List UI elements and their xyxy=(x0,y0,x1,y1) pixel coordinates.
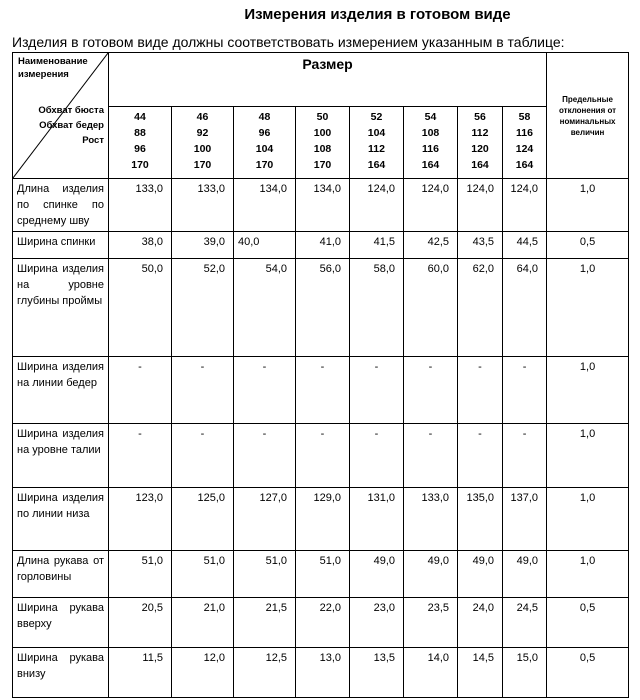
header-corner-cell xyxy=(13,53,109,179)
measurement-name: Ширина изделия по линии низа xyxy=(13,488,109,551)
measurement-name: Ширина рукава вверху xyxy=(13,598,109,648)
size-height: 164 xyxy=(515,159,534,171)
size-column-header xyxy=(404,107,458,179)
measurement-value: 23,5 xyxy=(404,598,458,648)
measurement-name-label: Наименование измерения xyxy=(18,56,88,80)
table-row xyxy=(13,179,629,232)
size-column-header xyxy=(503,107,547,179)
tolerance-value: 1,0 xyxy=(547,357,629,424)
size-parameters-label: Обхват бюста Обхват бедер Рост xyxy=(38,105,104,146)
tolerance-value: 1,0 xyxy=(547,551,629,598)
measurement-value: 131,0 xyxy=(350,488,404,551)
measurement-value: 64,0 xyxy=(503,259,547,357)
measurement-value: 135,0 xyxy=(458,488,503,551)
measurement-value: - xyxy=(109,424,172,488)
table-row xyxy=(13,232,629,259)
size-bust: 56 xyxy=(474,111,486,123)
measurement-value: 133,0 xyxy=(404,488,458,551)
size-chest: 116 xyxy=(422,143,439,155)
measurement-name: Ширина изделия на уровне талии xyxy=(13,424,109,488)
measurement-value: 20,5 xyxy=(109,598,172,648)
measurement-value: - xyxy=(350,424,404,488)
measurement-value: 134,0 xyxy=(234,179,296,232)
measurement-value: - xyxy=(234,357,296,424)
measurement-value: - xyxy=(109,357,172,424)
size-hips: 108 xyxy=(421,127,440,139)
measurement-value: 40,0 xyxy=(234,232,296,259)
size-hips: 100 xyxy=(313,127,332,139)
measurement-value: - xyxy=(503,357,547,424)
size-column-header xyxy=(350,107,404,179)
measurement-name: Ширина спинки xyxy=(13,232,109,259)
measurement-value: 123,0 xyxy=(109,488,172,551)
tolerance-value: 0,5 xyxy=(547,598,629,648)
measurement-value: - xyxy=(172,424,234,488)
measurement-name: Ширина рукава внизу xyxy=(13,648,109,698)
tolerance-value: 0,5 xyxy=(547,232,629,259)
size-height: 164 xyxy=(471,159,489,171)
measurement-value: - xyxy=(172,357,234,424)
measurement-value: 137,0 xyxy=(503,488,547,551)
table-row xyxy=(13,648,629,698)
measurement-value: 62,0 xyxy=(458,259,503,357)
table-row xyxy=(13,598,629,648)
measurement-value: 12,0 xyxy=(172,648,234,698)
measurement-value: 42,5 xyxy=(404,232,458,259)
measurement-value: 52,0 xyxy=(172,259,234,357)
tolerance-value: 1,0 xyxy=(547,488,629,551)
size-bust: 50 xyxy=(316,111,329,123)
table-caption: Изделия в готовом виде должны соответствовать измерением указанным в таблице: xyxy=(12,34,565,50)
size-column-header xyxy=(234,107,296,179)
measurement-value: 51,0 xyxy=(296,551,350,598)
measurement-value: 14,0 xyxy=(404,648,458,698)
size-height: 170 xyxy=(131,159,149,171)
size-hips: 92 xyxy=(196,127,209,139)
header-row-size xyxy=(13,53,629,107)
measurement-value: 21,5 xyxy=(234,598,296,648)
size-hips: 112 xyxy=(471,127,489,139)
measurement-value: 124,0 xyxy=(503,179,547,232)
tolerance-value: 1,0 xyxy=(547,259,629,357)
measurement-value: 134,0 xyxy=(296,179,350,232)
size-hips: 88 xyxy=(134,127,146,139)
measurement-value: 49,0 xyxy=(350,551,404,598)
size-height: 170 xyxy=(313,159,332,171)
measurement-value: 13,5 xyxy=(350,648,404,698)
measurement-value: 15,0 xyxy=(503,648,547,698)
table-row xyxy=(13,259,629,357)
measurement-value: 12,5 xyxy=(234,648,296,698)
size-hips: 96 xyxy=(258,127,271,139)
table-row xyxy=(13,488,629,551)
size-chest: 120 xyxy=(471,143,489,155)
size-chest: 112 xyxy=(368,143,385,155)
measurement-value: 44,5 xyxy=(503,232,547,259)
measurement-value: 24,5 xyxy=(503,598,547,648)
measurement-value: - xyxy=(404,357,458,424)
size-column-header xyxy=(458,107,503,179)
measurement-value: 127,0 xyxy=(234,488,296,551)
measurement-value: - xyxy=(350,357,404,424)
measurement-value: 11,5 xyxy=(109,648,172,698)
measurement-value: 56,0 xyxy=(296,259,350,357)
size-column-header xyxy=(172,107,234,179)
measurement-name: Ширина изделия на линии бедер xyxy=(13,357,109,424)
measurement-value: 129,0 xyxy=(296,488,350,551)
measurement-value: 13,0 xyxy=(296,648,350,698)
measurement-value: 51,0 xyxy=(109,551,172,598)
measurement-value: - xyxy=(234,424,296,488)
table-body xyxy=(13,179,629,698)
measurement-value: 39,0 xyxy=(172,232,234,259)
measurement-value: 23,0 xyxy=(350,598,404,648)
size-bust: 46 xyxy=(196,111,209,123)
page-title: Измерения изделия в готовом виде xyxy=(244,6,511,23)
measurement-value: - xyxy=(296,424,350,488)
measurement-value: 124,0 xyxy=(350,179,404,232)
measurement-name: Ширина изделия на уровне глубины проймы xyxy=(13,259,109,357)
tolerance-value: 0,5 xyxy=(547,648,629,698)
measurement-value: 21,0 xyxy=(172,598,234,648)
size-bust: 52 xyxy=(370,111,383,123)
size-hips: 116 xyxy=(516,127,533,139)
size-bust: 58 xyxy=(518,111,531,123)
measurement-name: Длина изделия по спинке по среднему шву xyxy=(13,179,109,232)
measurement-value: 41,5 xyxy=(350,232,404,259)
measurement-value: - xyxy=(458,424,503,488)
size-height: 164 xyxy=(421,159,440,171)
size-height: 164 xyxy=(367,159,386,171)
measurement-value: - xyxy=(458,357,503,424)
measurement-value: 49,0 xyxy=(458,551,503,598)
size-hips: 104 xyxy=(367,127,386,139)
measurement-value: 50,0 xyxy=(109,259,172,357)
size-height: 170 xyxy=(193,159,212,171)
size-column-header xyxy=(296,107,350,179)
size-chest: 100 xyxy=(193,143,212,155)
size-chest: 124 xyxy=(515,143,534,155)
measurement-value: 41,0 xyxy=(296,232,350,259)
table-row xyxy=(13,424,629,488)
measurement-value: 38,0 xyxy=(109,232,172,259)
measurement-value: 133,0 xyxy=(109,179,172,232)
size-chest: 108 xyxy=(313,143,332,155)
measurement-value: 49,0 xyxy=(404,551,458,598)
table-row xyxy=(13,357,629,424)
measurement-value: 125,0 xyxy=(172,488,234,551)
measurement-value: 22,0 xyxy=(296,598,350,648)
table-row xyxy=(13,551,629,598)
tolerance-value: 1,0 xyxy=(547,424,629,488)
tolerance-value: 1,0 xyxy=(547,179,629,232)
size-column-header xyxy=(109,107,172,179)
measurement-value: 14,5 xyxy=(458,648,503,698)
measurement-value: 124,0 xyxy=(458,179,503,232)
measurement-value: 54,0 xyxy=(234,259,296,357)
size-bust: 44 xyxy=(134,111,146,123)
size-bust: 54 xyxy=(424,111,437,123)
tolerance-header: Предельные отклонения от номинальных величин xyxy=(547,53,629,179)
measurement-value: 43,5 xyxy=(458,232,503,259)
measurement-value: 58,0 xyxy=(350,259,404,357)
measurement-value: 51,0 xyxy=(172,551,234,598)
measurement-value: 24,0 xyxy=(458,598,503,648)
size-height: 170 xyxy=(255,159,274,171)
measurement-name: Длина рукава от горловины xyxy=(13,551,109,598)
size-header: Размер xyxy=(109,53,547,107)
measurement-value: 133,0 xyxy=(172,179,234,232)
measurement-value: 60,0 xyxy=(404,259,458,357)
size-chest: 104 xyxy=(255,143,274,155)
measurement-value: - xyxy=(503,424,547,488)
size-chest: 96 xyxy=(134,143,146,155)
measurement-value: - xyxy=(404,424,458,488)
measurement-value: 51,0 xyxy=(234,551,296,598)
size-bust: 48 xyxy=(258,111,271,123)
measurements-table xyxy=(12,52,629,698)
measurement-value: 124,0 xyxy=(404,179,458,232)
measurement-value: 49,0 xyxy=(503,551,547,598)
measurement-value: - xyxy=(296,357,350,424)
